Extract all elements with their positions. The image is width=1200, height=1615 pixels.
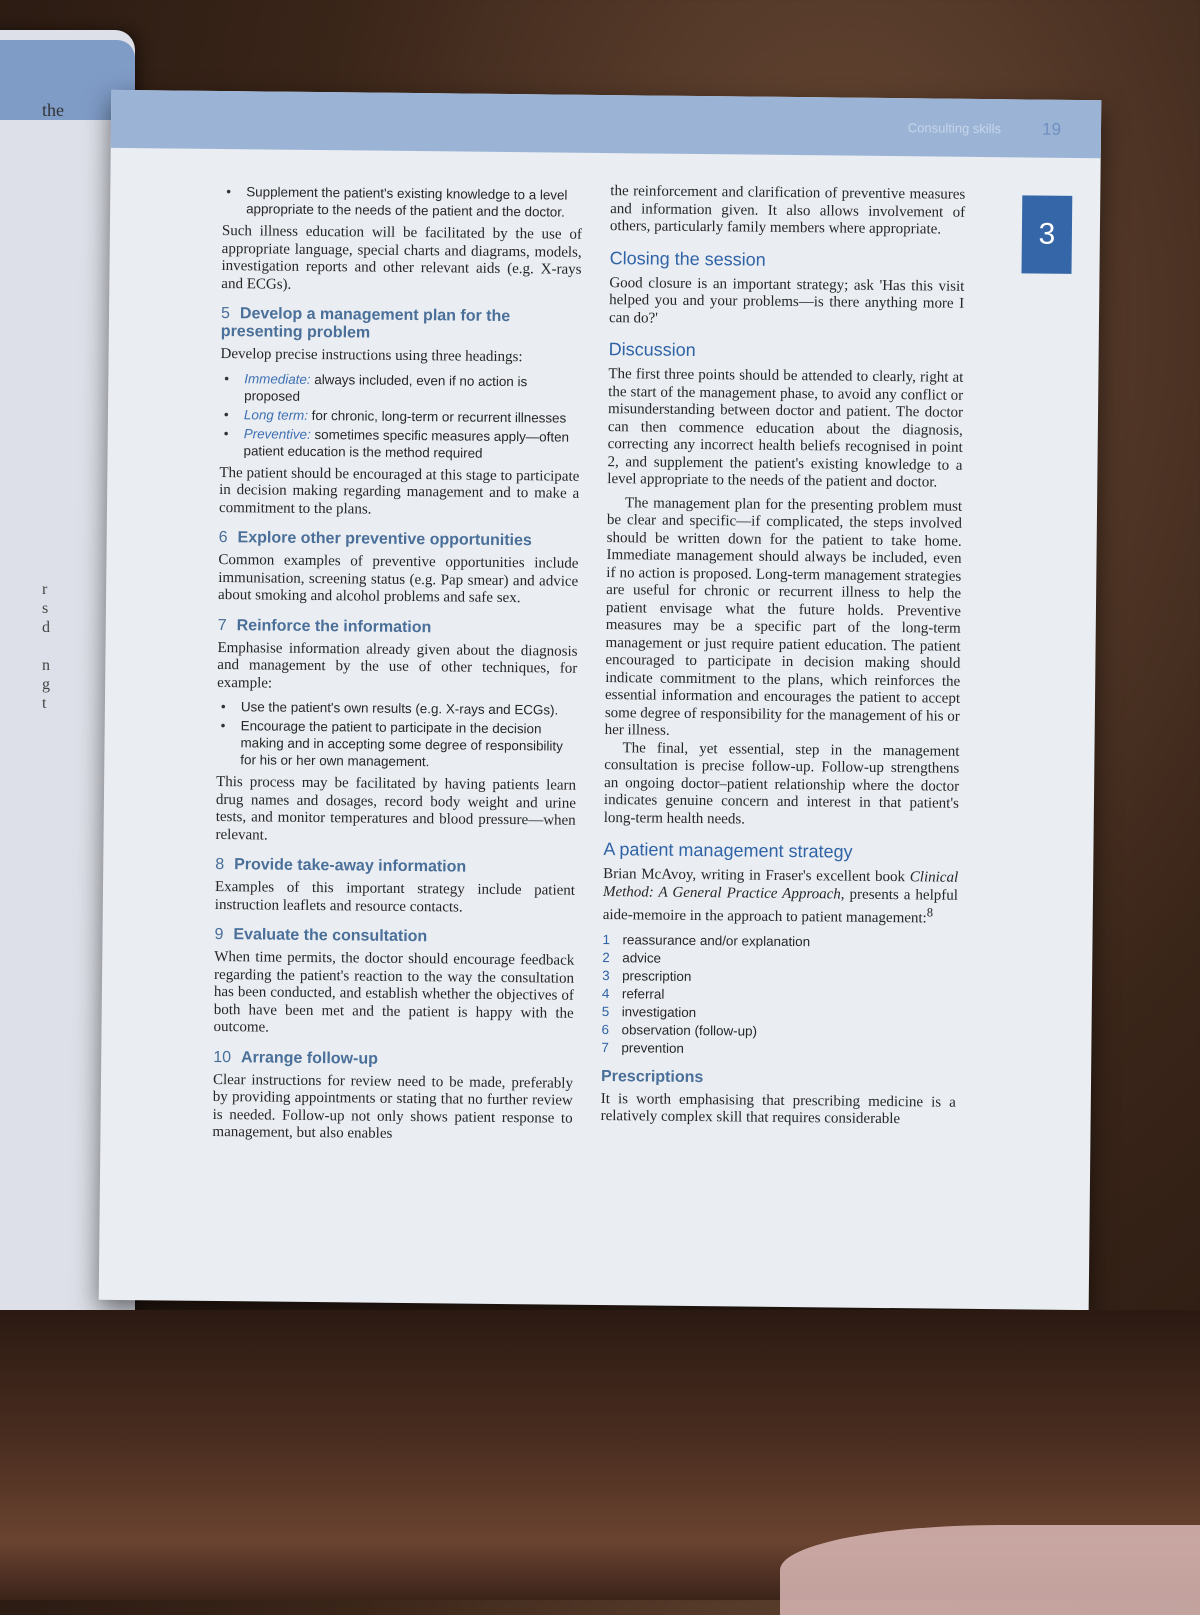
- bullet-term: Preventive:: [243, 425, 311, 442]
- book-title: Clinical Method: A General Practice Approach: [602, 869, 959, 903]
- bullet-item: • Encourage the patient to participate in the decision making and in accepting some degree of responsibility for his or her own management.: [216, 717, 577, 772]
- section-heading-9: [214, 926, 574, 948]
- paragraph: When time permits, the doctor should encourage feedback regarding the patient's reaction to the way the consultation has been conducted, and establish whether the objectives of both have been met and the patient is happy with the outcome.: [213, 948, 575, 1036]
- paragraph: Develop precise instructions using three headings:: [220, 346, 523, 366]
- margin-letter: t: [42, 695, 47, 712]
- list-text: investigation: [621, 1003, 697, 1020]
- bullet-item: [220, 425, 580, 463]
- bullet-term: Immediate:: [244, 370, 311, 387]
- paragraph: Examples of this important strategy include patient instruction leaflets and resource contacts.: [214, 878, 576, 916]
- list-item: [601, 1039, 956, 1060]
- bullet-text: for chronic, long-term or recurrent illnesses: [311, 407, 567, 426]
- section-heading-8: [215, 856, 575, 878]
- paragraph: Common examples of preventive opportunities include immunisation, screening status (e.g. Pap smear) and advice about smoking and alcohol problems and safe sex.: [217, 551, 579, 607]
- section-number: 7: [217, 616, 227, 634]
- paragraph: The first three points should be attended to clearly, right at the start of the management phase, to avoid any conflict or misunderstanding between doctor and patient. The doctor can then commence education about the diagnosis, correcting any incorrect health beliefs recognised in point 2, and supplement the patient's existing knowledge to a level appropriate to the needs of the patient and doctor.: [607, 366, 964, 491]
- paragraph: Clear instructions for review need to be made, preferably by providing appointments or stating that no further review is needed. Follow-up not only shows patient response to management, but also enables: [212, 1071, 574, 1142]
- margin-letter: d: [42, 619, 50, 636]
- section-title: Explore other preventive opportunities: [237, 529, 532, 550]
- section-title: Provide take-away information: [234, 856, 467, 876]
- section-heading-10: [213, 1048, 573, 1070]
- paragraph: This process may be facilitated by having patients learn drug names and dosages, record body weight and urine tests, and monitor temperatures and blood pressure—when relevant.: [215, 773, 577, 844]
- section-heading-6: [219, 529, 579, 551]
- paragraph: [603, 866, 959, 928]
- bullet-item: • Use the patient's own results (e.g. X-rays and ECGs).: [217, 698, 577, 719]
- page-number: 19: [1041, 119, 1062, 139]
- section-number: 5: [220, 305, 231, 323]
- book-page: [99, 90, 1102, 1310]
- paragraph: The management plan for the presenting problem must be clear and specific—if complicated, the steps involved should be written down for the patient to take home. Immediate management should always be included, even if no action is proposed. Long-term management strategies are useful for chronic or recurrent illness to help the patient envisage what the future holds. Preventive measures may be a specific part of the long-term management or just require patient education. The patient encouraged to participate in decision making should indicate commitment to the plans, which reinforces the essential information and encourages the patient to accept some degree of responsibility for the management of his or her illness.: [604, 494, 963, 739]
- list-text: referral: [621, 985, 665, 1002]
- margin-letter: [42, 637, 62, 656]
- right-column: [600, 183, 965, 1135]
- bullet-text: always included, even if no action is proposed: [244, 371, 528, 404]
- section-heading-5: [221, 305, 581, 345]
- bullet-item: • Supplement the patient's existing knowledge to a level appropriate to the needs of the patient and the doctor.: [222, 183, 582, 221]
- bullet-item: [220, 370, 580, 408]
- section-title: Reinforce the information: [236, 616, 432, 636]
- bullet-term: Long term:: [243, 406, 309, 423]
- text-run: Brian McAvoy, writing in Fraser's excellent book: [603, 866, 906, 886]
- section-number: 6: [218, 528, 228, 547]
- numbered-list: [601, 931, 957, 1060]
- heading-discussion: Discussion: [608, 339, 696, 360]
- section-number: 8: [215, 855, 225, 874]
- paragraph: Emphasise information already given about the diagnosis and management by the use of other techniques, for example:: [217, 639, 578, 692]
- text-run: , presents a helpful aide-memoire in the approach to patient management:: [602, 886, 959, 927]
- list-text: prevention: [621, 1039, 684, 1056]
- bullet-item: [220, 406, 580, 427]
- list-number: 1: [602, 931, 611, 947]
- paragraph: Good closure is an important strategy; ask 'Has this visit helped you and your problems—is there anything more I can do?': [608, 274, 965, 327]
- section-title: Develop a management plan for the presenting problem: [220, 305, 511, 342]
- list-text: advice: [622, 949, 662, 966]
- paragraph: It is worth emphasising that prescribing medicine is a relatively complex skill that requires considerable: [600, 1090, 956, 1128]
- list-number: 3: [602, 967, 610, 983]
- left-column: [212, 179, 582, 1151]
- section-number: 9: [214, 925, 224, 944]
- margin-letter: r: [42, 581, 48, 598]
- paragraph: the reinforcement and clarification of preventive measures and information given. It also allows involvement of others, particularly family members where appropriate.: [609, 183, 966, 238]
- heading-closing-session: Closing the session: [609, 247, 766, 270]
- section-title: Evaluate the consultation: [233, 926, 428, 946]
- margin-letter: s: [42, 600, 49, 617]
- section-number: 10: [213, 1048, 232, 1066]
- list-text: reassurance and/or explanation: [622, 931, 811, 949]
- facing-page-margin-letters: [42, 580, 62, 713]
- running-header-band: [111, 90, 1102, 158]
- bullet-text: sometimes specific measures apply—often patient education is the method required: [243, 426, 570, 461]
- bullet-list: [222, 183, 582, 221]
- list-number: 6: [601, 1021, 610, 1037]
- section-heading-7: [218, 616, 578, 638]
- section-title: Arrange follow-up: [240, 1048, 379, 1068]
- list-number: 2: [602, 949, 610, 965]
- heading-patient-management-strategy: A patient management strategy: [603, 839, 853, 862]
- margin-letter: n: [42, 657, 50, 674]
- chapter-tab: 3: [1021, 195, 1072, 274]
- list-text: observation (follow-up): [621, 1021, 758, 1039]
- bullet-list: [220, 370, 581, 463]
- paragraph: Such illness education will be facilitated by the use of appropriate language, special charts and diagrams, models, investigation reports and other relevant aids (e.g. X-rays and ECGs).: [221, 223, 582, 293]
- running-header-title: Consulting skills: [907, 120, 1002, 137]
- margin-letter: g: [42, 676, 50, 693]
- paragraph: The final, yet essential, step in the management consultation is precise follow-up. Follow-up strengthens an ongoing doctor–patient relationship where the doctor indicates genuine concern and interest in that patient's long-term health needs.: [603, 739, 960, 828]
- list-text: prescription: [622, 967, 692, 984]
- paragraph: The patient should be encouraged at this stage to participate in decision making regarding management and to make a commitment to the plans.: [218, 464, 580, 518]
- bullet-list: [216, 698, 577, 772]
- facing-page-word: the: [42, 100, 64, 120]
- list-number: 7: [601, 1039, 609, 1055]
- lace-fabric: [780, 1525, 1200, 1615]
- list-number: 4: [601, 985, 610, 1001]
- reference-marker: 8: [926, 905, 934, 920]
- heading-prescriptions: Prescriptions: [600, 1067, 704, 1086]
- list-number: 5: [601, 1003, 610, 1019]
